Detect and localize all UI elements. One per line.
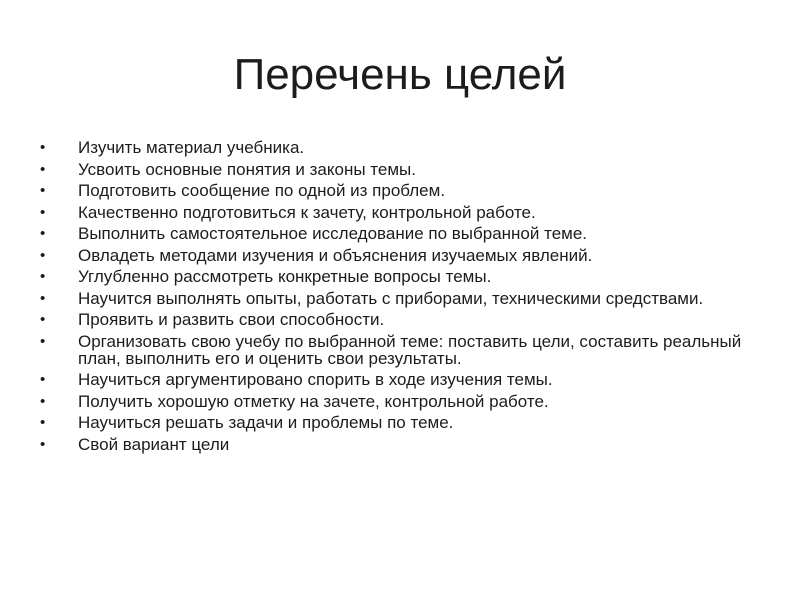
list-item-text: Овладеть методами изучения и объяснения изучаемых явлений. [78, 245, 593, 265]
bullet-icon: • [40, 435, 46, 453]
bullet-icon: • [40, 139, 46, 156]
list-item-text: Выполнить самостоятельное исследование по выбранной теме. [78, 224, 588, 243]
bullet-icon: • [40, 311, 46, 328]
bullet-icon: • [40, 371, 46, 388]
list-item-text: Организовать свою учебу по выбранной теме: поставить цели, составить реальный план, выполнить его и оценить свои результаты. [78, 331, 742, 368]
list-item [40, 161, 760, 178]
bullet-icon: • [40, 268, 46, 285]
list-item [40, 268, 760, 285]
list-item [40, 204, 760, 221]
list-item-text: Усвоить основные понятия и законы темы. [78, 159, 416, 179]
list-item-text: Свой вариант цели [78, 434, 230, 454]
list-item-text: Изучить материал учебника. [78, 138, 305, 157]
list-item-text: Научиться аргументировано спорить в ходе изучения темы. [78, 370, 553, 389]
bullet-icon: • [40, 225, 46, 242]
bullet-icon: • [40, 332, 46, 350]
list-item [40, 247, 760, 264]
list-item [40, 225, 760, 242]
list-item-text: Подготовить сообщение по одной из проблем. [78, 181, 446, 200]
list-item-text: Качественно подготовиться к зачету, контрольной работе. [78, 202, 536, 222]
list-item [40, 371, 760, 388]
list-item-text: Проявить и развить свои способности. [78, 310, 385, 329]
slide-title: Перечень целей [233, 50, 567, 99]
bullet-icon: • [40, 182, 46, 199]
bullet-icon: • [40, 246, 46, 264]
list-item-text: Научится выполнять опыты, работать с приборами, техническими средствами. [78, 288, 704, 308]
list-item [40, 182, 760, 199]
list-item-text: Научиться решать задачи и проблемы по теме. [78, 413, 454, 432]
list-item-text: Получить хорошую отметку на зачете, контрольной работе. [78, 391, 549, 411]
goals-list [40, 139, 760, 457]
bullet-icon: • [40, 203, 46, 221]
list-item [40, 311, 760, 328]
list-item-text: Углубленно рассмотреть конкретные вопросы темы. [78, 267, 492, 286]
bullet-icon: • [40, 289, 46, 307]
list-item [40, 414, 760, 431]
list-item [40, 436, 760, 453]
bullet-icon: • [40, 414, 46, 431]
list-item [40, 333, 760, 367]
list-item [40, 290, 760, 307]
bullet-icon: • [40, 160, 46, 178]
bullet-icon: • [40, 392, 46, 410]
list-item [40, 139, 760, 156]
list-item [40, 393, 760, 410]
